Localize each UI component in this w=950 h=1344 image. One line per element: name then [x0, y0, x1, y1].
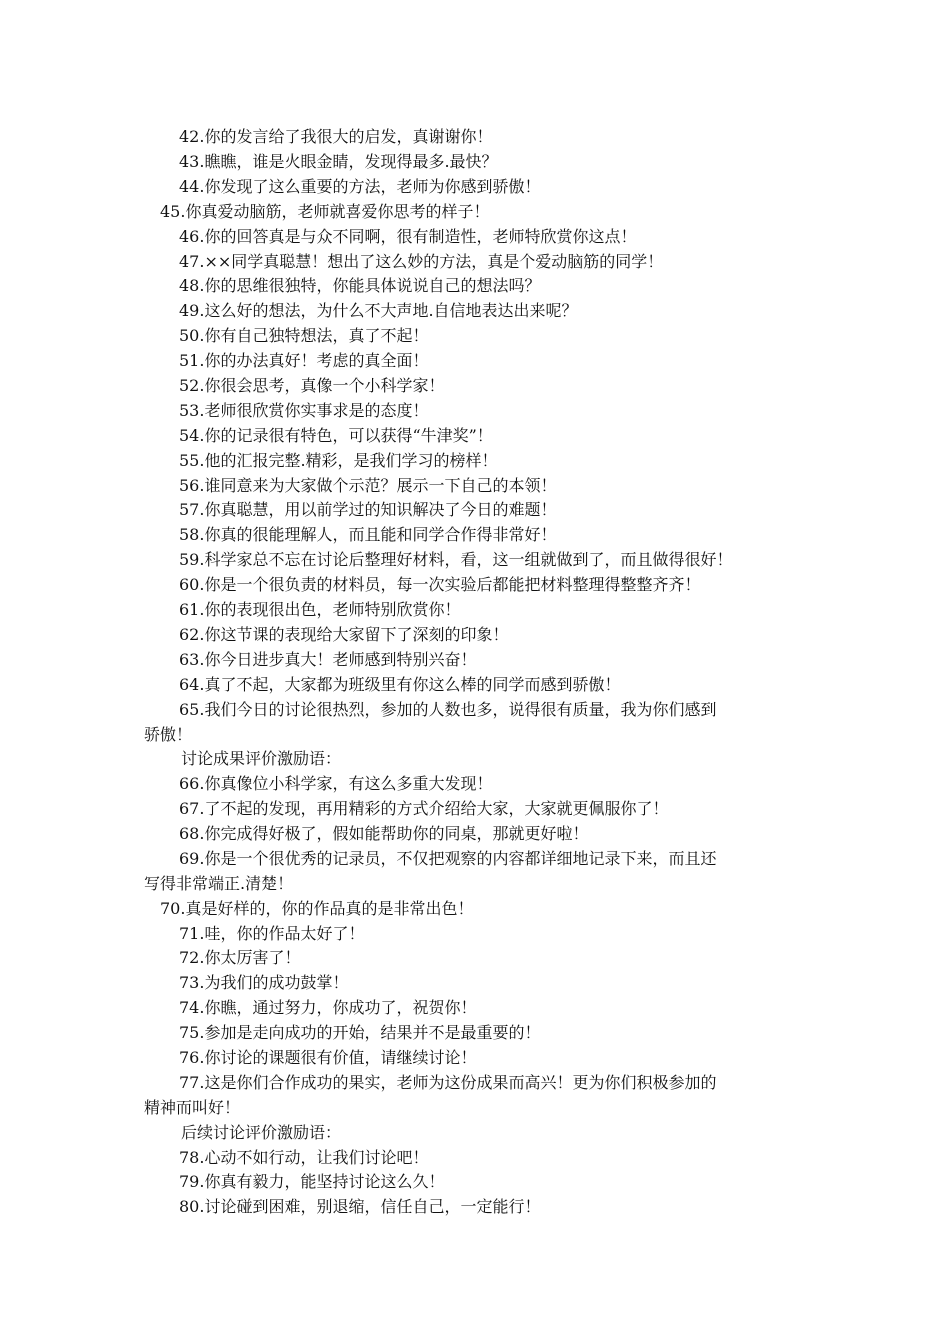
section-heading: 讨论成果评价激励语：	[181, 749, 342, 768]
text-line: 66.你真像位小科学家，有这么多重大发现！	[179, 774, 493, 793]
text-line: 45.你真爱动脑筋，老师就喜爱你思考的样子！	[160, 202, 490, 221]
text-line: 68.你完成得好极了，假如能帮助你的同桌，那就更好啦！	[179, 824, 589, 843]
text-line: 65.我们今日的讨论很热烈，参加的人数也多，说得很有质量，我为你们感到	[179, 700, 717, 719]
text-line: 54.你的记录很有特色，可以获得“牛津奖”！	[179, 426, 493, 445]
text-line: 76.你讨论的课题很有价值，请继续讨论！	[179, 1048, 477, 1067]
text-line: 71.哇，你的作品太好了！	[179, 924, 365, 943]
text-line: 52.你很会思考，真像一个小科学家！	[179, 376, 445, 395]
text-line: 骄傲！	[144, 725, 193, 744]
text-line: 58.你真的很能理解人，而且能和同学合作得非常好！	[179, 525, 557, 544]
text-line: 49.这么好的想法，为什么不大声地.自信地表达出来呢？	[179, 301, 578, 320]
text-line: 74.你瞧，通过努力，你成功了，祝贺你！	[179, 998, 477, 1017]
text-line: 80.讨论碰到困难，别退缩，信任自己，一定能行！	[179, 1197, 541, 1216]
text-line: 63.你今日进步真大！老师感到特别兴奋！	[179, 650, 477, 669]
text-line: 69.你是一个很优秀的记录员，不仅把观察的内容都详细地记录下来，而且还	[179, 849, 717, 868]
section-heading: 后续讨论评价激励语：	[181, 1123, 342, 1142]
text-line: 77.这是你们合作成功的果实，老师为这份成果而高兴！更为你们积极参加的	[179, 1073, 717, 1092]
text-line: 62.你这节课的表现给大家留下了深刻的印象！	[179, 625, 509, 644]
text-line: 78.心动不如行动，让我们讨论吧！	[179, 1148, 429, 1167]
text-line: 55.他的汇报完整.精彩，是我们学习的榜样！	[179, 451, 498, 470]
text-line: 43.瞧瞧，谁是火眼金睛，发现得最多.最快？	[179, 152, 498, 171]
text-line: 57.你真聪慧，用以前学过的知识解决了今日的难题！	[179, 500, 557, 519]
text-line: 精神而叫好！	[144, 1098, 241, 1117]
text-line: 53.老师很欣赏你实事求是的态度！	[179, 401, 429, 420]
text-line: 46.你的回答真是与众不同啊，很有制造性，老师特欣赏你这点！	[179, 227, 637, 246]
text-line: 72.你太厉害了！	[179, 948, 301, 967]
text-line: 50.你有自己独特想法，真了不起！	[179, 326, 429, 345]
text-line: 48.你的思维很独特，你能具体说说自己的想法吗？	[179, 276, 541, 295]
text-line: 70.真是好样的，你的作品真的是非常出色！	[160, 899, 474, 918]
text-line: 73.为我们的成功鼓掌！	[179, 973, 349, 992]
text-line: 64.真了不起，大家都为班级里有你这么棒的同学而感到骄傲！	[179, 675, 621, 694]
text-line: 61.你的表现很出色，老师特别欣赏你！	[179, 600, 461, 619]
text-line: 67.了不起的发现，再用精彩的方式介绍给大家，大家就更佩服你了！	[179, 799, 669, 818]
text-line: 47.××同学真聪慧！想出了这么妙的方法，真是个爱动脑筋的同学！	[179, 252, 664, 271]
text-line: 44.你发现了这么重要的方法，老师为你感到骄傲！	[179, 177, 541, 196]
text-line: 51.你的办法真好！考虑的真全面！	[179, 351, 429, 370]
text-line: 56.谁同意来为大家做个示范？展示一下自己的本领！	[179, 476, 557, 495]
text-line: 59.科学家总不忘在讨论后整理好材料，看，这一组就做到了，而且做得很好！	[179, 550, 733, 569]
text-line: 42.你的发言给了我很大的启发，真谢谢你！	[179, 127, 493, 146]
text-line: 60.你是一个很负责的材料员，每一次实验后都能把材料整理得整整齐齐！	[179, 575, 701, 594]
text-line: 75.参加是走向成功的开始，结果并不是最重要的！	[179, 1023, 541, 1042]
text-line: 写得非常端正.清楚！	[144, 874, 294, 893]
text-line: 79.你真有毅力，能坚持讨论这么久！	[179, 1172, 445, 1191]
